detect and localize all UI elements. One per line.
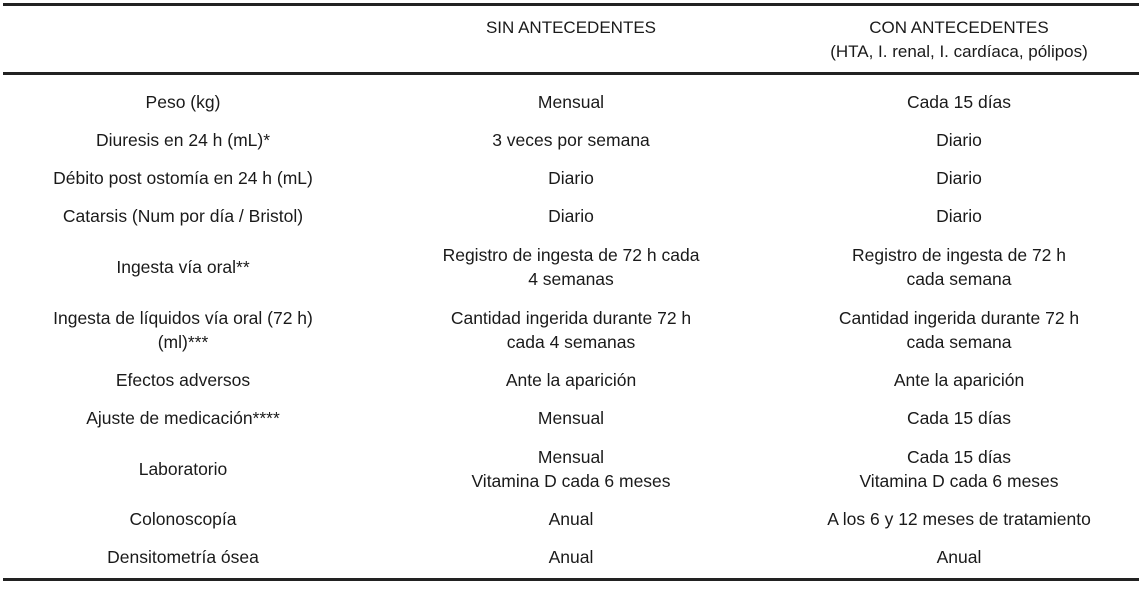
parameter-cell: [3, 500, 363, 538]
cell-text: Cantidad ingerida durante 72 h: [838, 307, 1080, 328]
table-row: [3, 159, 1139, 197]
cell-text: Cada 15 días: [906, 408, 1012, 428]
cell-text: cada semana: [906, 331, 1012, 352]
table-row: [3, 500, 1139, 538]
cell-text: Peso (kg): [145, 92, 221, 112]
cell-text: Diuresis en 24 h (mL)*: [95, 130, 271, 150]
cell-text: Anual: [548, 509, 594, 529]
table-body: [3, 75, 1139, 576]
con-antecedentes-cell: [779, 197, 1139, 235]
cell-text: Efectos adversos: [115, 370, 251, 390]
con-antecedentes-cell: [779, 298, 1139, 361]
parameter-cell: [3, 235, 363, 298]
con-antecedentes-cell: [779, 361, 1139, 399]
cell-text: cada semana: [906, 268, 1012, 289]
cell-text: Ingesta de líquidos vía oral (72 h): [53, 307, 313, 328]
cell-text: Cada 15 días: [906, 446, 1012, 467]
con-antecedentes-cell: [779, 437, 1139, 500]
cell-text: Registro de ingesta de 72 h cada: [442, 244, 700, 265]
sin-antecedentes-cell: [363, 121, 779, 159]
table-row: [3, 361, 1139, 399]
sin-antecedentes-cell: [363, 361, 779, 399]
con-antecedentes-cell: [779, 235, 1139, 298]
header-parameter: [3, 6, 363, 16]
cell-text: Anual: [548, 547, 594, 567]
header-con-title: CON ANTECEDENTES: [869, 18, 1049, 37]
cell-text: Laboratorio: [138, 458, 228, 479]
cell-text: Cantidad ingerida durante 72 h: [450, 307, 692, 328]
cell-text: Diario: [548, 168, 594, 188]
con-antecedentes-cell: [779, 83, 1139, 121]
table-row: [3, 399, 1139, 437]
sin-antecedentes-cell: [363, 235, 779, 298]
parameter-cell: [3, 399, 363, 437]
cell-text: Ingesta vía oral**: [116, 256, 250, 277]
parameter-cell: [3, 437, 363, 500]
con-antecedentes-cell: [779, 121, 1139, 159]
table-row: [3, 235, 1139, 298]
table-row: [3, 197, 1139, 235]
cell-text: Mensual: [537, 408, 605, 428]
con-antecedentes-cell: [779, 500, 1139, 538]
cell-text: Cada 15 días: [906, 92, 1012, 112]
table-header: [3, 6, 1139, 72]
cell-text: Densitometría ósea: [107, 547, 259, 567]
sin-antecedentes-cell: [363, 298, 779, 361]
cell-text: (ml)***: [157, 331, 209, 352]
cell-text: Diario: [936, 168, 982, 188]
monitoring-table: [3, 3, 1139, 581]
cell-text: Mensual: [537, 446, 605, 467]
cell-text: Ante la aparición: [505, 370, 637, 390]
con-antecedentes-cell: [779, 538, 1139, 576]
con-antecedentes-cell: [779, 399, 1139, 437]
cell-text: Anual: [936, 547, 982, 567]
cell-text: 3 veces por semana: [492, 130, 650, 150]
cell-text: Diario: [936, 206, 982, 226]
sin-antecedentes-cell: [363, 437, 779, 500]
table-row: [3, 121, 1139, 159]
cell-text: Mensual: [537, 92, 605, 112]
header-con-antecedentes: [779, 6, 1139, 64]
cell-text: Vitamina D cada 6 meses: [471, 470, 671, 491]
cell-text: cada 4 semanas: [506, 331, 636, 352]
parameter-cell: [3, 83, 363, 121]
parameter-cell: [3, 361, 363, 399]
cell-text: Débito post ostomía en 24 h (mL): [53, 168, 313, 188]
parameter-cell: [3, 298, 363, 361]
header-sin-antecedentes: SIN ANTECEDENTES: [485, 18, 657, 37]
table-row: [3, 83, 1139, 121]
sin-antecedentes-cell: [363, 197, 779, 235]
parameter-cell: [3, 197, 363, 235]
header-con-subtitle: (HTA, I. renal, I. cardíaca, pólipos): [830, 42, 1088, 61]
sin-antecedentes-cell: [363, 83, 779, 121]
sin-antecedentes-cell: [363, 500, 779, 538]
cell-text: Diario: [548, 206, 594, 226]
cell-text: Ajuste de medicación****: [86, 408, 280, 428]
table-row: [3, 298, 1139, 361]
parameter-cell: [3, 538, 363, 576]
parameter-cell: [3, 121, 363, 159]
con-antecedentes-cell: [779, 159, 1139, 197]
bottom-rule: [3, 578, 1139, 581]
table-row: [3, 437, 1139, 500]
table-row: [3, 538, 1139, 576]
sin-antecedentes-cell: [363, 538, 779, 576]
sin-antecedentes-cell: [363, 399, 779, 437]
cell-text: Registro de ingesta de 72 h: [851, 244, 1067, 265]
cell-text: Diario: [936, 130, 982, 150]
cell-text: Vitamina D cada 6 meses: [859, 470, 1059, 491]
cell-text: Catarsis (Num por día / Bristol): [62, 206, 304, 226]
cell-text: A los 6 y 12 meses de tratamiento: [827, 509, 1091, 529]
sin-antecedentes-cell: [363, 159, 779, 197]
cell-text: Ante la aparición: [893, 370, 1025, 390]
cell-text: Colonoscopía: [129, 509, 237, 529]
cell-text: 4 semanas: [528, 268, 614, 289]
parameter-cell: [3, 159, 363, 197]
